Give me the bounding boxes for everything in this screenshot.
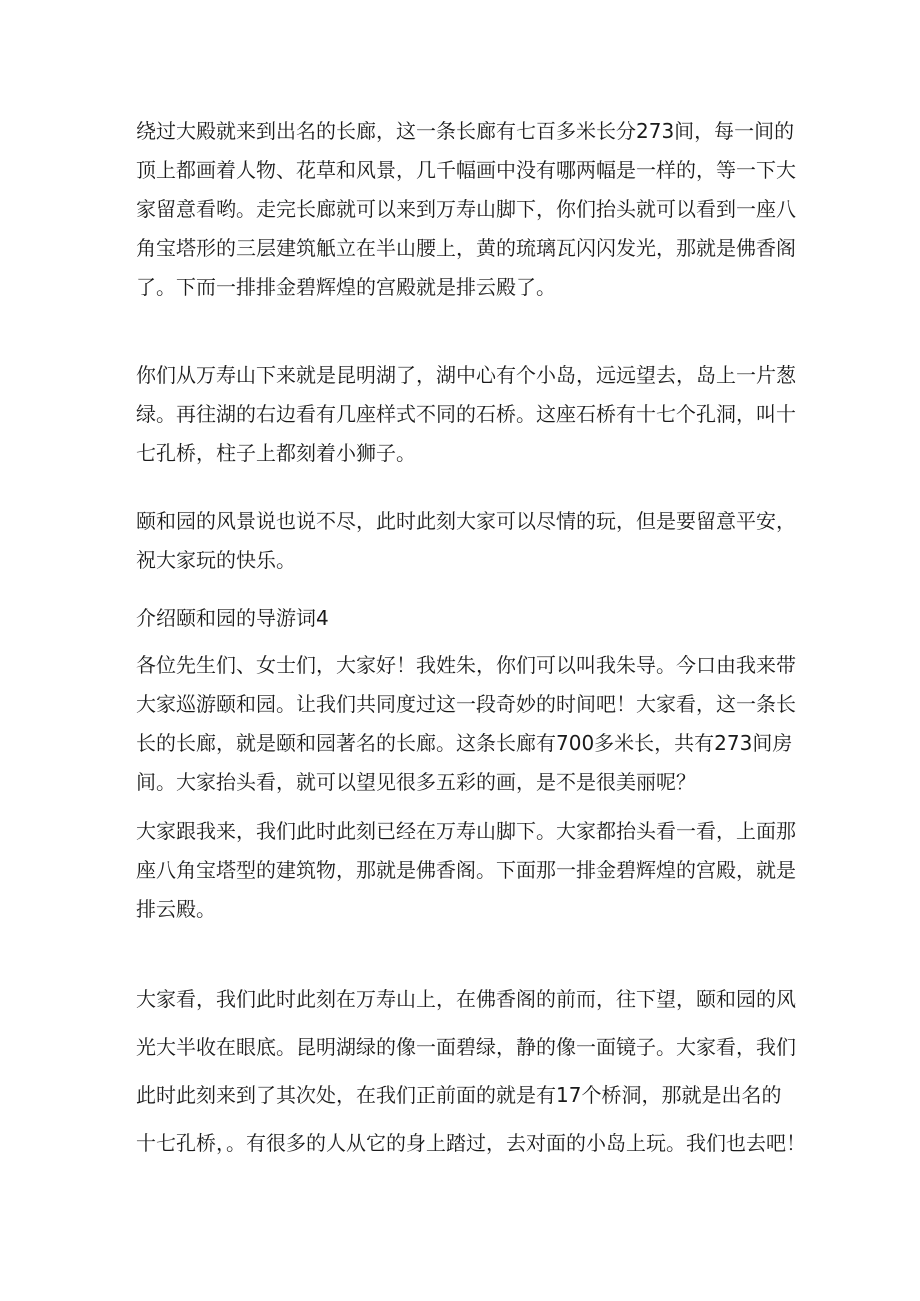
text-line: 十七孔桥，。有很多的人从它的身上踏过，去对面的小岛上玩。我们也去吧！ (136, 1131, 806, 1155)
text-line: 角宝塔形的三层建筑觗立在半山腰上，黄的琉璃瓦闪闪发光，那就是佛香阁 (136, 236, 796, 260)
text-line: 间。大家抬头看，就可以望见很多五彩的画，是不是很美丽呢？ (136, 770, 696, 794)
text-line: 顶上都画着人物、花草和风景，几千幅画中没有哪两幅是一样的，等一下大 (136, 158, 796, 182)
text-line: 了。下而一排排金碧辉煌的宫殿就是排云殿了。 (136, 275, 556, 299)
text-line: 颐和园的风景说也说不尽，此时此刻大家可以尽情的玩，但是要留意平安， (136, 509, 796, 533)
section-heading (136, 599, 792, 638)
text-line: 各位先生们、女士们，大家好！我姓朱，你们可以叫我朱导。今口由我来带 (136, 653, 796, 677)
section-heading-text: 介绍颐和园的导游词4 (136, 606, 329, 630)
paragraph-seventeen-arch-bridge (136, 975, 806, 1167)
text-line: 绕过大殿就来到出名的长廊，这一条长廊有七百多米长分273间，每一间的 (136, 119, 795, 143)
text-line: 排云殿。 (136, 897, 216, 921)
text-line: 长的长廊，就是颐和园著名的长廊。这条长廊有700多米长，共有273间房 (136, 731, 793, 755)
text-line: 绿。再往湖的右边看有几座样式不同的石桥。这座石桥有十七个孔洞，叫十 (136, 402, 796, 426)
text-line: 大家看，我们此时此刻在万寿山上，在佛香阁的前而，往下望，颐和园的风 (136, 987, 796, 1011)
text-line: 座八角宝塔型的建筑物，那就是佛香阁。下面那一排金碧辉煌的宫殿，就是 (136, 858, 796, 882)
paragraph-greeting (136, 646, 796, 802)
paragraph-closing (136, 502, 796, 580)
paragraph-summer-palace-corridor (136, 112, 796, 307)
text-line: 七孔桥，柱子上都刻着小狮子。 (136, 441, 416, 465)
text-line: 大家巡游颐和园。让我们共同度过这一段奇妙的时间吧！大家看，这一条长 (136, 692, 796, 716)
text-line: 祝大家玩的快乐。 (136, 548, 296, 572)
text-line: 家留意看哟。走完长廊就可以来到万寿山脚下，你们抬头就可以看到一座八 (136, 197, 796, 221)
text-line: 你们从万寿山下来就是昆明湖了，湖中心有个小岛，远远望去，岛上一片葱 (136, 363, 796, 387)
text-line: 大家跟我来，我们此时此刻已经在万寿山脚下。大家都抬头看一看，上面那 (136, 819, 796, 843)
text-line: 光大半收在眼底。昆明湖绿的像一面碧绿，静的像一面镜子。大家看，我们 (136, 1035, 796, 1059)
paragraph-wanshou-hill (136, 812, 796, 929)
text-line: 此时此刻来到了其次处，在我们正前面的就是有17个桥洞，那就是出名的 (136, 1083, 782, 1107)
paragraph-kunming-lake (136, 356, 796, 473)
